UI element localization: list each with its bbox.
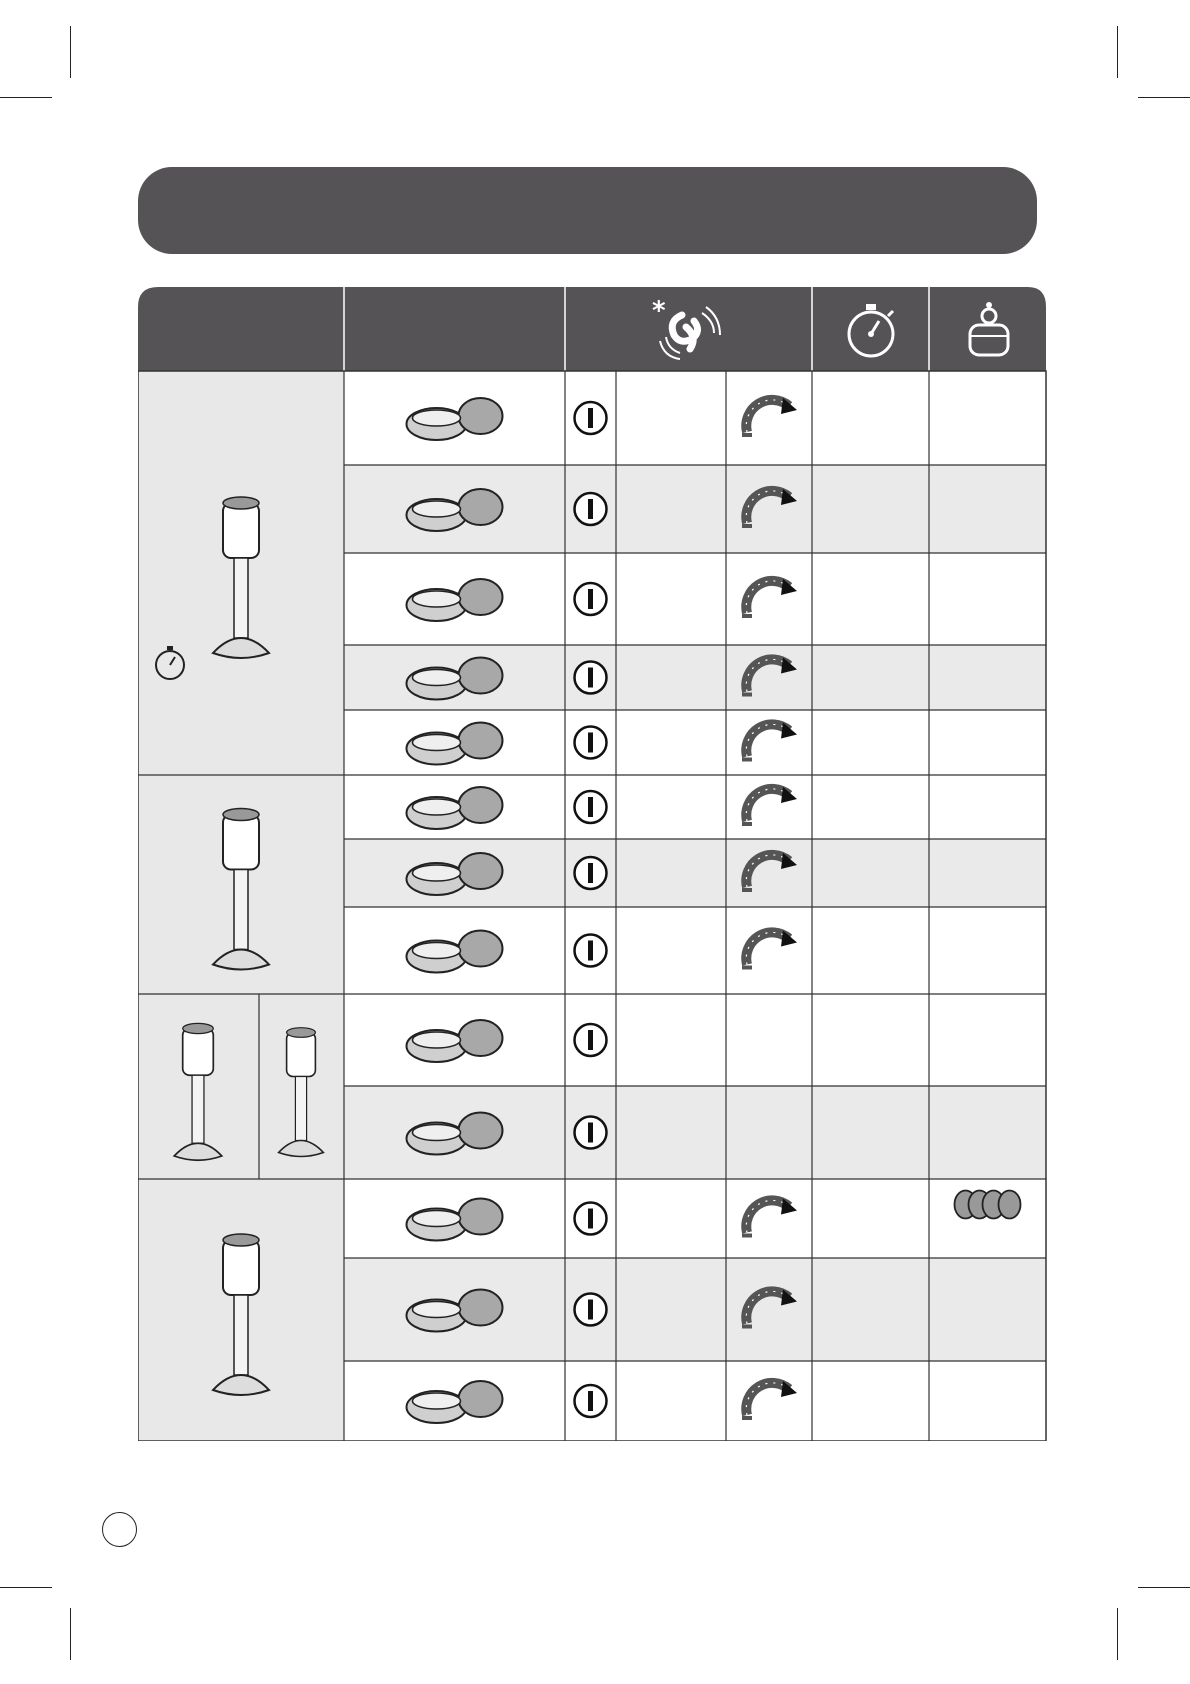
- soup-vegetables-icon: [407, 398, 503, 440]
- speed-dial-icon: [742, 398, 797, 435]
- crop-mark: [0, 1587, 52, 1588]
- power-switch-icon: [575, 1294, 607, 1326]
- power-switch-icon: [575, 402, 607, 434]
- speed-dial-icon: [742, 723, 797, 760]
- crop-mark: [1138, 97, 1190, 98]
- crop-mark: [0, 97, 52, 98]
- milkshake-icon: [407, 579, 503, 621]
- power-switch-icon: [575, 935, 607, 967]
- speed-dial-icon: [742, 579, 797, 616]
- speed-dial-icon: [742, 931, 797, 968]
- pancake-batter-icon: [407, 723, 503, 765]
- power-switch-icon: [575, 857, 607, 889]
- speed-dial-icon: [742, 1381, 797, 1418]
- power-switch-icon: [575, 1117, 607, 1149]
- power-switch-icon: [575, 583, 607, 615]
- table-header: [138, 287, 1046, 371]
- speed-dial-icon: [742, 1199, 797, 1236]
- egg-whites-icon: [407, 1199, 503, 1241]
- page-number-circle: [102, 1512, 137, 1547]
- meat-cubes-icon: [407, 1020, 503, 1062]
- svg-text:*: *: [652, 296, 666, 326]
- power-switch-icon: [575, 1203, 607, 1235]
- crop-mark: [70, 26, 71, 78]
- power-switch-icon: [575, 791, 607, 823]
- crop-mark: [1117, 1608, 1118, 1660]
- power-switch-icon: [575, 493, 607, 525]
- usage-table-graphic: [138, 287, 1048, 1441]
- bread-nuts-icon: [407, 931, 503, 973]
- crop-mark: [70, 1608, 71, 1660]
- crop-mark: [1138, 1587, 1190, 1588]
- crop-mark: [1117, 26, 1118, 78]
- meat-poultry-icon: [407, 787, 503, 829]
- power-switch-icon: [575, 662, 607, 694]
- power-switch-icon: [575, 727, 607, 759]
- usage-table: [138, 287, 1048, 1441]
- title-bar: [138, 167, 1037, 254]
- eggs-icon: [955, 1191, 1021, 1219]
- power-switch-icon: [575, 1024, 607, 1056]
- speed-dial-icon: [742, 787, 797, 824]
- power-switch-icon: [575, 1385, 607, 1417]
- pancake-batter-icon: [407, 1381, 503, 1423]
